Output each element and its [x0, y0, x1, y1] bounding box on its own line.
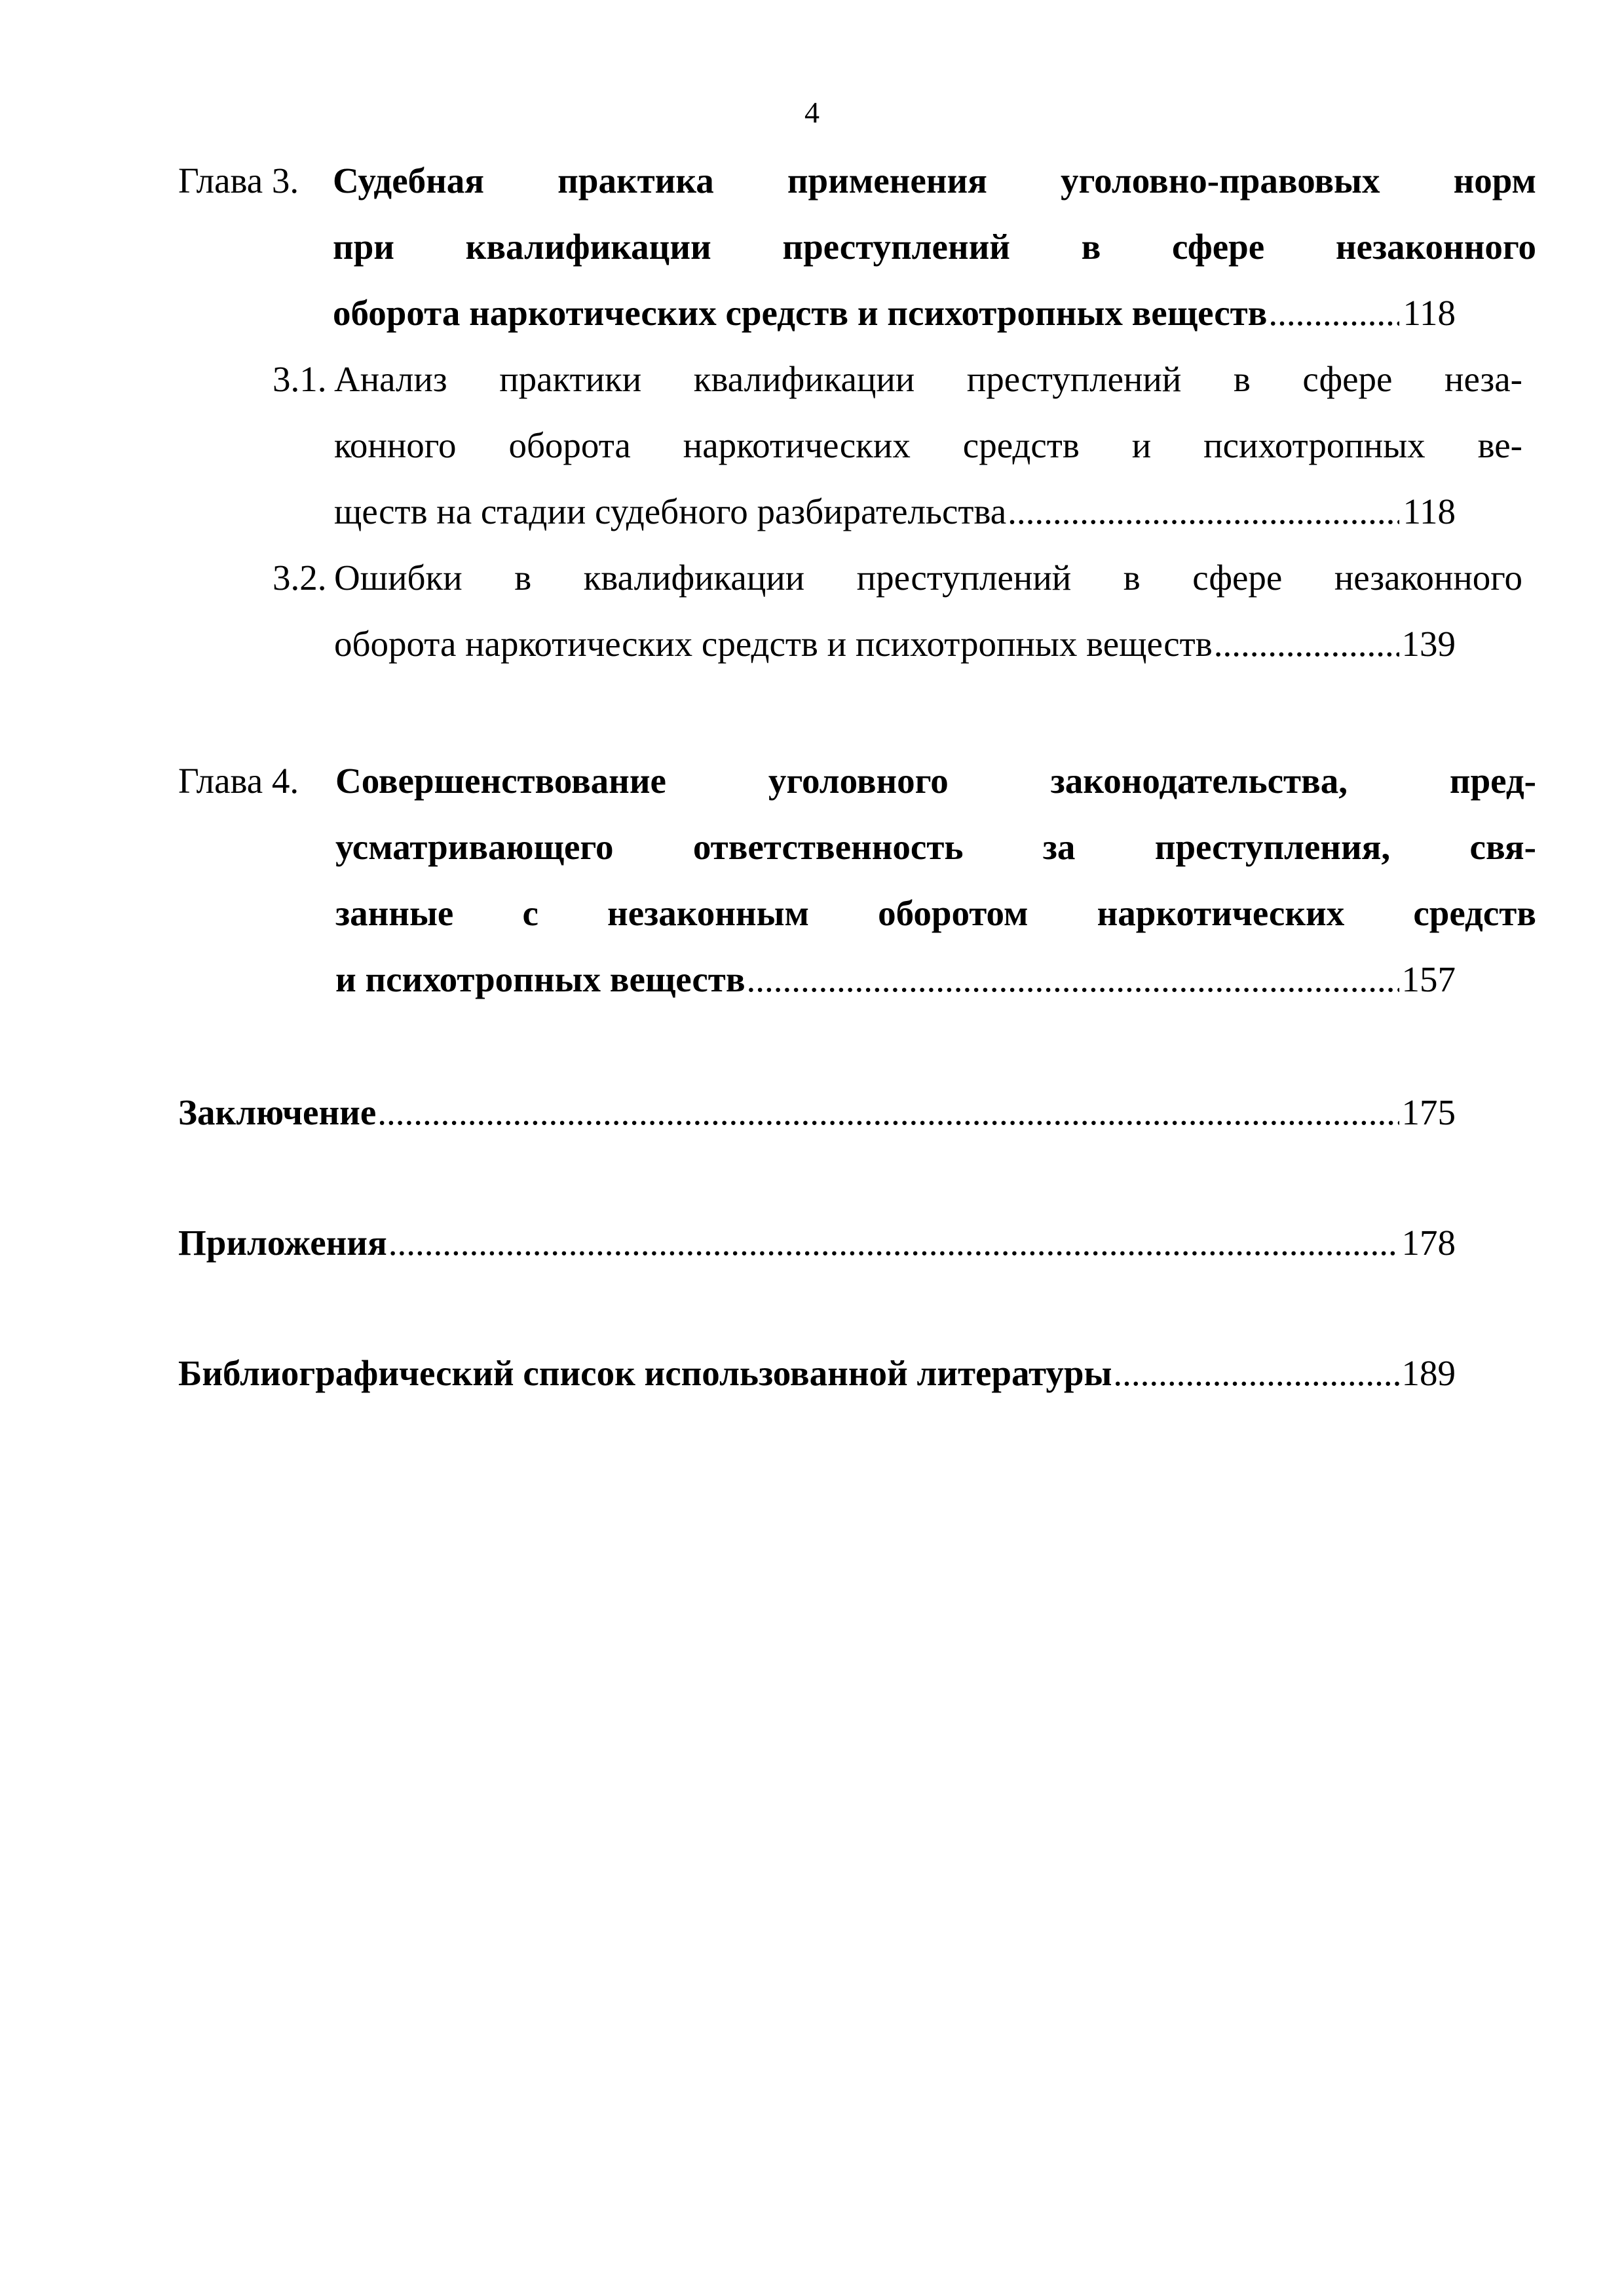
chapter-4-title-line: усматривающего ответственность за преступления, свя-	[335, 827, 1536, 867]
dot-leader	[747, 946, 1399, 1012]
appendices-page: 178	[1401, 1223, 1456, 1263]
section-3-1-page: 118	[1403, 491, 1456, 531]
chapter-3-title-line: при квалификации преступлений в сфере незаконного	[333, 227, 1536, 267]
section-3-1-title-line: Анализ практики квалификации преступлений в сфере неза-	[334, 359, 1522, 399]
toc-entry-conclusion	[178, 1079, 1456, 1145]
bibliography-title: Библиографический список использованной литературы	[178, 1353, 1112, 1393]
section-3-1-title-line: ществ на стадии судебного разбирательства	[334, 491, 1007, 531]
dot-leader	[377, 1079, 1399, 1145]
toc-entry-section-3-1	[178, 346, 1522, 545]
spacer	[178, 677, 1456, 748]
toc-entry-section-3-2	[178, 545, 1522, 677]
chapter-3-page: 118	[1403, 293, 1456, 333]
appendices-title: Приложения	[178, 1223, 387, 1263]
dot-leader	[1008, 478, 1399, 545]
dot-leader	[1113, 1340, 1399, 1406]
spacer	[178, 1145, 1456, 1210]
chapter-3-title-line: оборота наркотических средств и психотропных веществ	[333, 293, 1268, 333]
chapter-4-title-line: и психотропных веществ	[335, 959, 746, 999]
conclusion-title: Заключение	[178, 1092, 377, 1132]
section-3-1-label: 3.1.	[273, 359, 327, 399]
spacer	[178, 1012, 1456, 1079]
chapter-3-title-last-line	[333, 280, 1456, 346]
bibliography-page: 189	[1401, 1353, 1456, 1393]
chapter-4-label: Глава 4.	[178, 761, 299, 801]
section-3-2-label: 3.2.	[273, 558, 327, 598]
chapter-4-title-line: занные с незаконным оборотом наркотических средств	[335, 893, 1536, 933]
section-3-1-title-line: конного оборота наркотических средств и психотропных ве-	[334, 425, 1522, 465]
spacer	[178, 1276, 1456, 1340]
chapter-4-page: 157	[1401, 959, 1456, 999]
dot-leader	[1214, 611, 1399, 677]
section-3-1-title-last-line	[334, 478, 1456, 545]
dot-leader	[1268, 280, 1399, 346]
conclusion-page: 175	[1401, 1092, 1456, 1132]
section-3-2-title-line: оборота наркотических средств и психотропных веществ	[334, 624, 1213, 664]
toc-entry-bibliography	[178, 1340, 1456, 1406]
section-3-2-title-line: Ошибки в квалификации преступлений в сфере незаконного	[334, 558, 1522, 598]
toc-entry-chapter-3	[178, 147, 1536, 346]
section-3-2-page: 139	[1401, 624, 1456, 664]
toc-entry-appendices	[178, 1210, 1456, 1276]
dot-leader	[388, 1210, 1399, 1276]
chapter-3-title-line: Судебная практика применения уголовно-правовых норм	[333, 161, 1536, 201]
chapter-4-title-last-line	[335, 946, 1456, 1012]
page-number: 4	[804, 96, 820, 129]
table-of-contents	[178, 147, 1536, 1406]
section-3-2-title-last-line	[334, 611, 1456, 677]
chapter-4-title-line: Совершенствование уголовного законодательства, пред-	[335, 761, 1536, 801]
toc-entry-chapter-4	[178, 748, 1536, 1012]
chapter-3-label: Глава 3.	[178, 161, 299, 201]
